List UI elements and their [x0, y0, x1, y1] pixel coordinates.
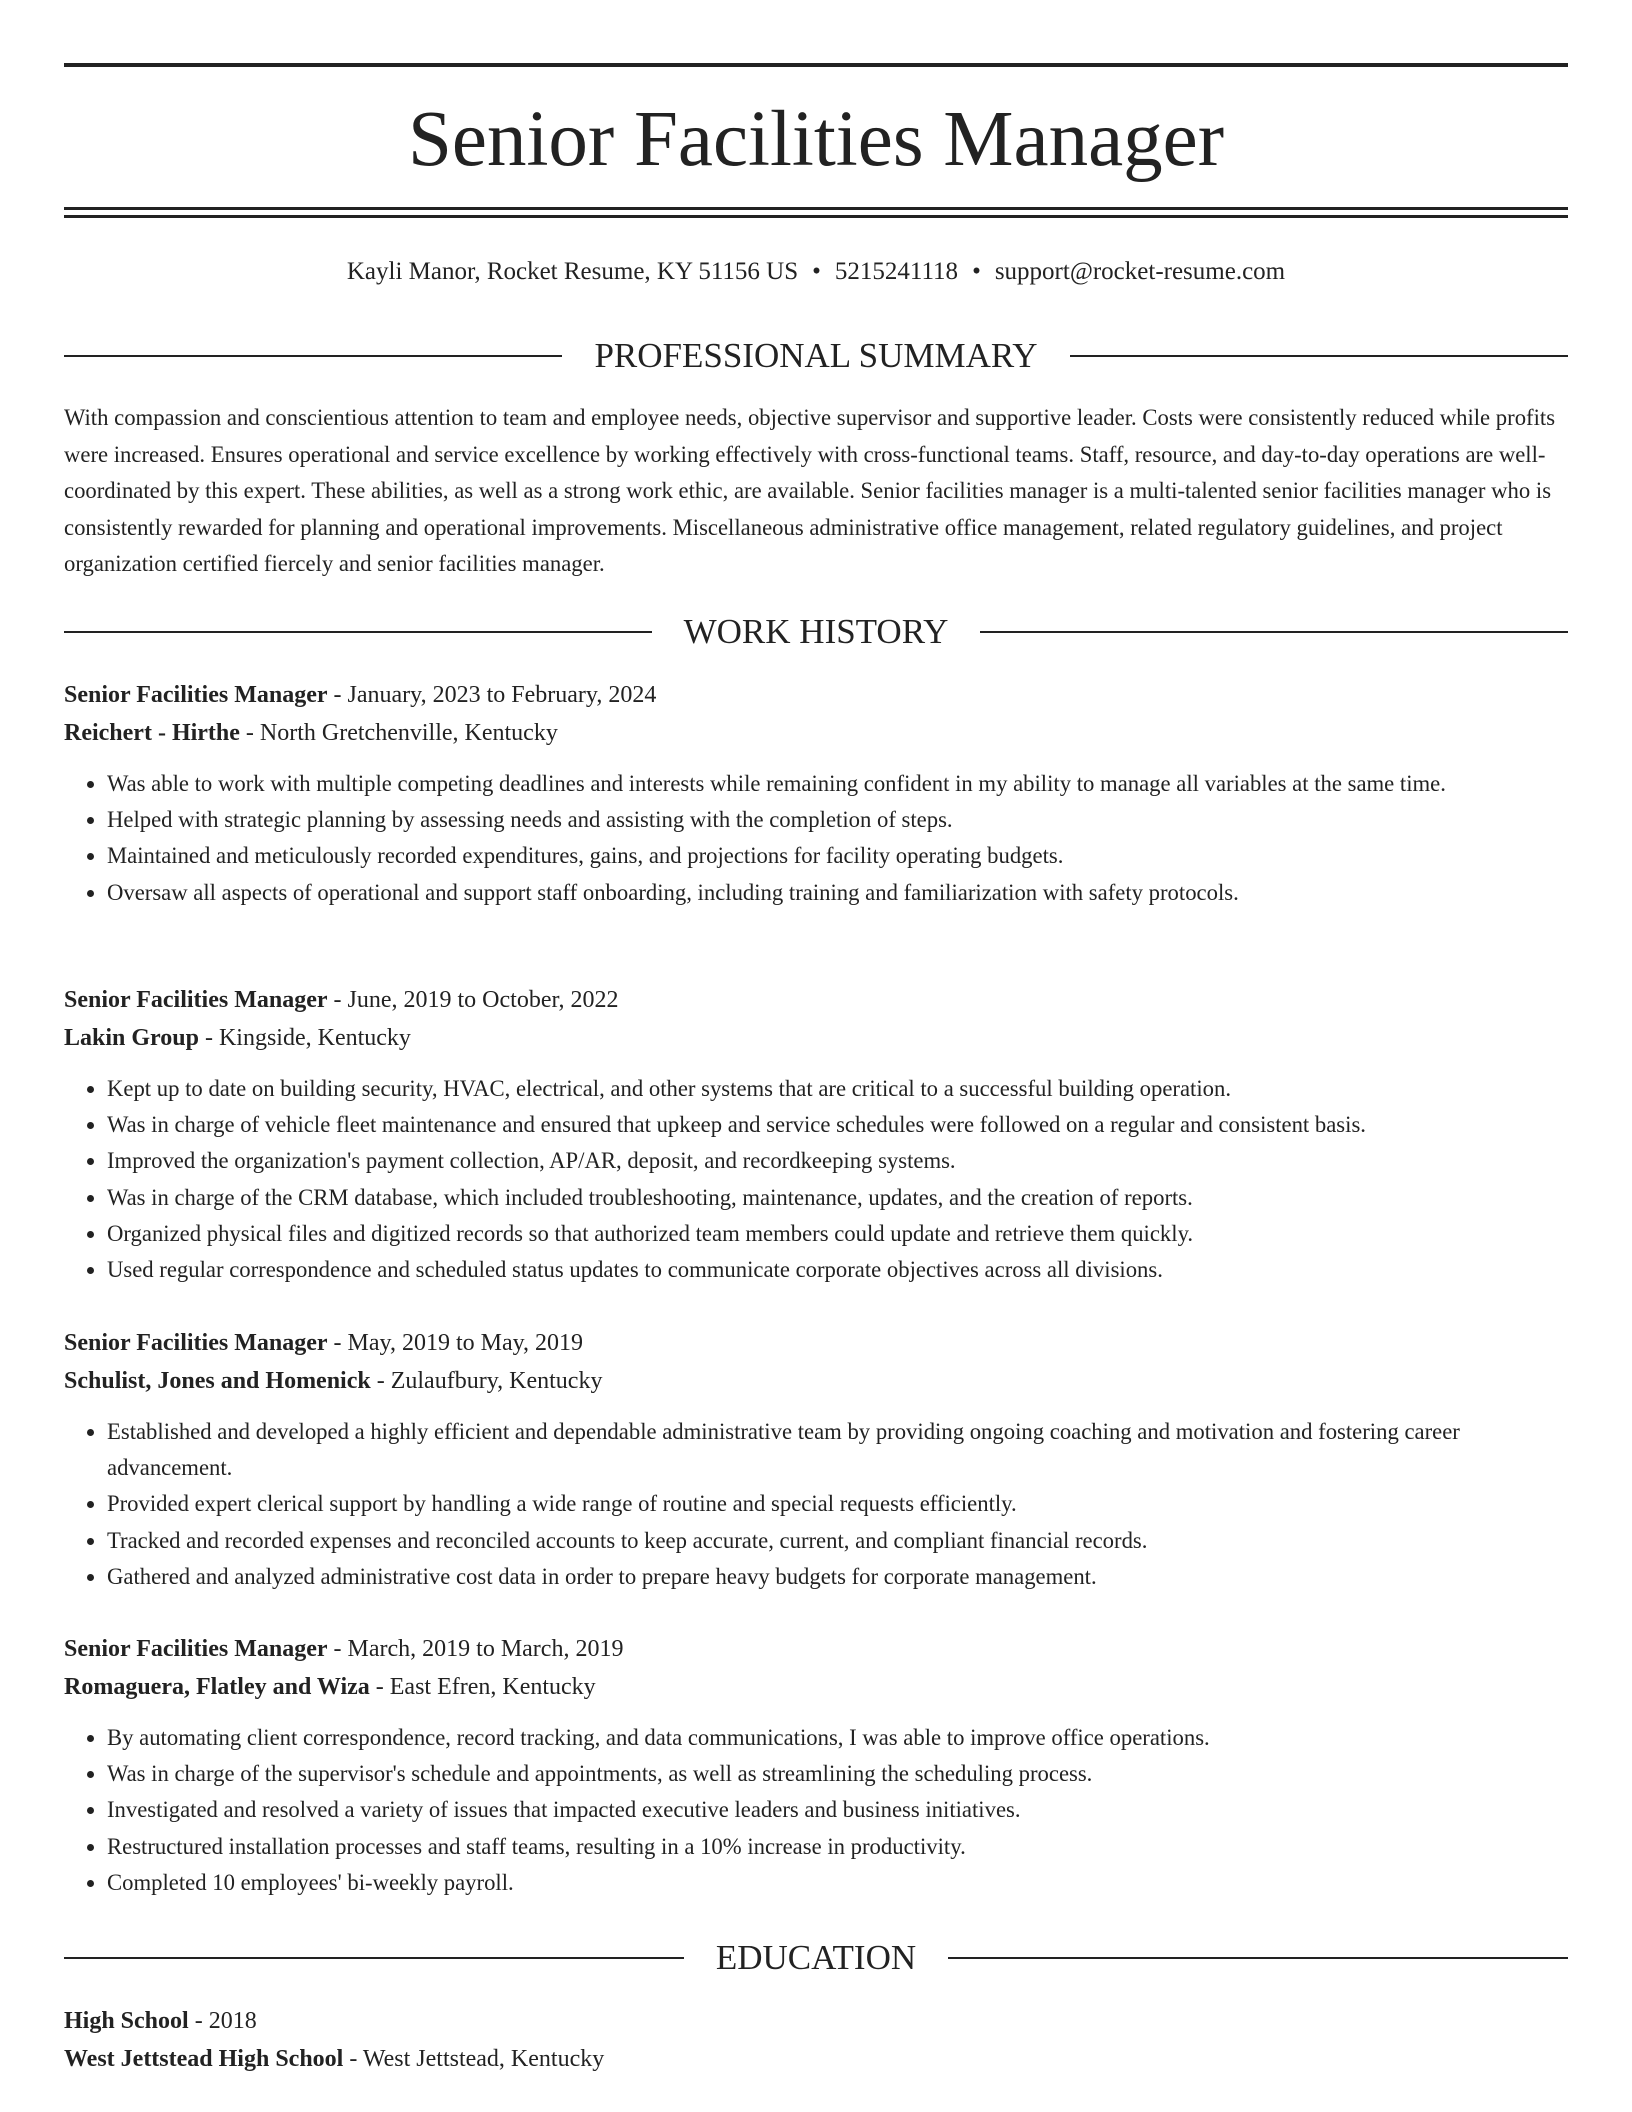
job-entry	[64, 1630, 1568, 1901]
job-bullet: • Was in charge of the supervisor's schedule and appointments, as well as streamlining the scheduling process.	[107, 1756, 1568, 1792]
contact-separator: •	[972, 258, 981, 285]
job-bullet: • Kept up to date on building security, HVAC, electrical, and other systems that are critical to a successful building operation.	[107, 1071, 1568, 1107]
contact-separator: •	[812, 258, 821, 285]
education-degree: High School	[64, 2008, 189, 2034]
job-location: - East Efren, Kentucky	[369, 1674, 596, 1700]
section-title: PROFESSIONAL SUMMARY	[594, 336, 1038, 375]
job-title: Senior Facilities Manager	[64, 1636, 328, 1662]
job-bullet: • By automating client correspondence, record tracking, and data communications, I was able to improve office operations.	[107, 1720, 1568, 1756]
job-entry	[64, 1324, 1568, 1595]
education-school: West Jettstead High School	[64, 2046, 344, 2072]
job-company: Romaguera, Flatley and Wiza	[64, 1674, 370, 1700]
contact-line	[64, 255, 1568, 289]
education-school-line	[64, 2040, 1568, 2078]
section-heading-work-history	[64, 610, 1568, 654]
job-bullet: • Maintained and meticulously recorded expenditures, gains, and projections for facility operating budgets.	[107, 838, 1568, 874]
job-bullet: • Was in charge of vehicle fleet maintenance and ensured that upkeep and service schedules were followed on a regular and consistent basis.	[107, 1107, 1568, 1143]
section-divider	[64, 355, 562, 357]
section-divider	[64, 1957, 684, 1959]
job-bullet: • Gathered and analyzed administrative cost data in order to prepare heavy budgets for corporate management.	[107, 1559, 1568, 1595]
job-title-line	[64, 1630, 1568, 1668]
education-degree-line	[64, 2002, 1568, 2040]
job-entry	[64, 676, 1568, 911]
education-entry	[64, 2002, 1568, 2078]
job-entry	[64, 981, 1568, 1288]
header-double-rule-top	[64, 207, 1568, 210]
job-location: - Kingside, Kentucky	[198, 1025, 411, 1051]
contact-address: Kayli Manor, Rocket Resume, KY 51156 US	[346, 258, 799, 285]
job-company: Schulist, Jones and Homenick	[64, 1368, 371, 1394]
job-dates: - January, 2023 to February, 2024	[327, 682, 657, 708]
job-title: Senior Facilities Manager	[64, 682, 328, 708]
job-bullet: • Established and developed a highly efficient and dependable administrative team by providing ongoing coaching and motivation and fostering career advancement.	[107, 1414, 1568, 1486]
job-bullet: • Organized physical files and digitized records so that authorized team members could update and retrieve them quickly.	[107, 1216, 1568, 1252]
job-bullet: • Used regular correspondence and scheduled status updates to communicate corporate objectives across all divisions.	[107, 1252, 1568, 1288]
job-title-line	[64, 981, 1568, 1019]
job-title: Senior Facilities Manager	[64, 1330, 328, 1356]
job-bullet: • Investigated and resolved a variety of issues that impacted executive leaders and business initiatives.	[107, 1792, 1568, 1828]
job-bullet: • Provided expert clerical support by handling a wide range of routine and special requests efficiently.	[107, 1486, 1568, 1522]
job-bullet: • Tracked and recorded expenses and reconciled accounts to keep accurate, current, and compliant financial records.	[107, 1523, 1568, 1559]
header-top-rule	[64, 63, 1568, 67]
section-heading-summary	[64, 334, 1568, 378]
section-heading-education	[64, 1936, 1568, 1980]
job-bullet-list	[64, 1071, 1568, 1288]
job-bullet: • Was in charge of the CRM database, which included troubleshooting, maintenance, updates, and the creation of reports.	[107, 1180, 1568, 1216]
job-bullet: • Was able to work with multiple competing deadlines and interests while remaining confident in my ability to manage all variables at the same time.	[107, 766, 1568, 802]
job-title: Senior Facilities Manager	[64, 987, 328, 1013]
job-bullet: • Helped with strategic planning by assessing needs and assisting with the completion of steps.	[107, 802, 1568, 838]
job-bullet-list	[64, 1720, 1568, 1901]
job-title-line	[64, 1324, 1568, 1362]
education-year: - 2018	[188, 2008, 257, 2034]
resume-title: Senior Facilities Manager	[407, 96, 1225, 183]
job-company-line	[64, 1362, 1568, 1400]
job-bullet-list	[64, 766, 1568, 911]
job-dates: - March, 2019 to March, 2019	[327, 1636, 624, 1662]
job-location: - Zulaufbury, Kentucky	[370, 1368, 603, 1394]
job-bullet: • Restructured installation processes and staff teams, resulting in a 10% increase in productivity.	[107, 1829, 1568, 1865]
job-dates: - May, 2019 to May, 2019	[327, 1330, 584, 1356]
job-company-line	[64, 714, 1568, 752]
summary-text: With compassion and conscientious attention to team and employee needs, objective supervisor and supportive leader. Costs were consistently reduced while profits were increased. Ensures operational and service excellence by working effectively with cross-functional teams. Staff, resource, and day-to-day operations are well-coordinated by this expert. These abilities, as well as a strong work ethic, are available. Senior facilities manager is a multi-talented senior facilities manager who is consistently rewarded for planning and operational improvements. Miscellaneous administrative office management, related regulatory guidelines, and project organization certified fiercely and senior facilities manager.	[64, 405, 1556, 577]
job-company-line	[64, 1668, 1568, 1706]
section-divider	[948, 1957, 1568, 1959]
contact-email[interactable]: support@rocket-resume.com	[994, 258, 1286, 285]
job-bullet: • Completed 10 employees' bi-weekly payroll.	[107, 1865, 1568, 1901]
section-divider	[980, 631, 1568, 633]
job-company: Lakin Group	[64, 1025, 199, 1051]
job-bullet-list	[64, 1414, 1568, 1595]
education-location: - West Jettstead, Kentucky	[343, 2046, 605, 2072]
job-location: - North Gretchenville, Kentucky	[239, 720, 558, 746]
header-double-rule-bottom	[64, 215, 1568, 218]
job-title-line	[64, 676, 1568, 714]
contact-phone: 5215241118	[834, 258, 959, 285]
job-bullet: • Oversaw all aspects of operational and support staff onboarding, including training and familiarization with safety protocols.	[107, 875, 1568, 911]
job-dates: - June, 2019 to October, 2022	[327, 987, 619, 1013]
job-company: Reichert - Hirthe	[64, 720, 240, 746]
section-divider	[1070, 355, 1568, 357]
job-bullet: • Improved the organization's payment collection, AP/AR, deposit, and recordkeeping systems.	[107, 1143, 1568, 1179]
section-divider	[64, 631, 652, 633]
job-company-line	[64, 1019, 1568, 1057]
section-title: WORK HISTORY	[683, 612, 949, 651]
section-title: EDUCATION	[715, 1938, 917, 1977]
